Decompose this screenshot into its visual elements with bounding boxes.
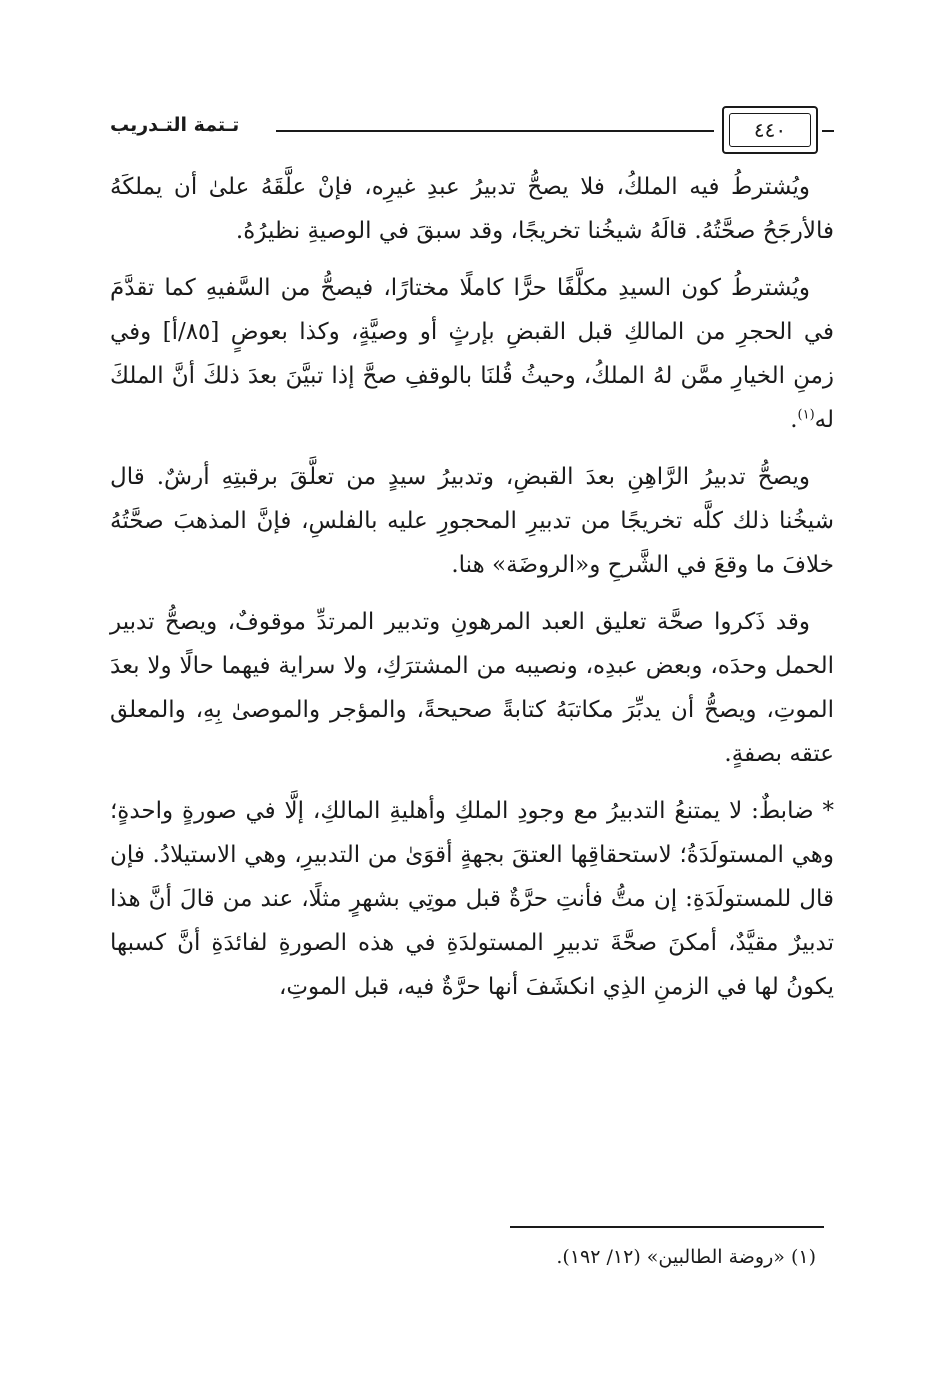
paragraph-text: ويُشترطُ كون السيدِ مكلَّفًا حرًّا كاملًا مختارًا، فيصحُّ من السَّفيهِ كما تقدَّمَ في الحجرِ من المالكِ قبل القبضِ بإرثٍ أو وصيَّةٍ، وكذا بعوضٍ [٨٥/أ] وفي زمنِ الخيارِ ممَّن لهُ الملكُ، وحيثُ قُلنَا بالوقفِ صحَّ إذا تبيَّنَ بعدَ ذلكَ أنَّ الملكَ له: [110, 275, 834, 433]
paragraph: [110, 266, 834, 442]
paragraph: وقد ذَكروا صحَّة تعليق العبد المرهونِ وتدبير المرتدِّ موقوفٌ، ويصحُّ تدبير الحمل وحدَه، وبعض عبدِه، ونصيبه من المشترَكِ، ولا سراية فيهما حالًا ولا بعدَ الموتِ، ويصحُّ أن يدبِّرَ مكاتبَهُ كتابةً صحيحةً، والمؤجر والموصىٰ بِهِ، والمعلق عتقه بصفةٍ.: [110, 609, 834, 767]
header-rule: [276, 130, 714, 132]
footnote: (١) «روضة الطالبين» (١٢/ ١٩٢).: [556, 1246, 816, 1268]
main-text: [110, 165, 834, 1022]
paragraph: ويصحُّ تدبيرُ الرَّاهِنِ بعدَ القبضِ، وتدبيرُ سيدٍ من تعلَّقَ برقبتِهِ أرشٌ. قال شيخُنا ذلك كلَّه تخريجًا من تدبيرِ المحجورِ عليه بالفلسِ، فإنَّ المذهبَ صحَّتُهُ خلافَ ما وقعَ في الشَّرحِ و«الروضَة» هنا.: [110, 464, 834, 578]
footnote-reference: (١): [797, 407, 815, 423]
page-header: [110, 104, 834, 160]
header-rule-right: [822, 130, 834, 132]
page-number-frame: [722, 106, 818, 154]
paragraph: ويُشترطُ فيه الملكُ، فلا يصحُّ تدبيرُ عبدِ غيرِه، فإنْ علَّقَهُ علىٰ أن يملكَهُ فالأرجَحُ صحَّتُهُ. قالَهُ شيخُنا تخريجًا، وقد سبقَ في الوصيةِ نظيرُهُ.: [110, 174, 834, 244]
paragraph-end: .: [790, 407, 798, 433]
paragraph: * ضابطٌ: لا يمتنعُ التدبيرُ مع وجودِ الملكِ وأهليةِ المالكِ، إلَّا في صورةٍ واحدةٍ؛ وهي المستولَدَةُ؛ لاستحقاقِها العتقَ بجهةٍ أقوَىٰ من التدبيرِ، وهي الاستيلادُ. فإن قال للمستولَدَةِ: إن متُّ فأنتِ حرَّةٌ قبل موتِي بشهرٍ مثلًا، عند من قالَ أنَّ هذا تدبيرٌ مقيَّدٌ، أمكنَ صحَّةَ تدبيرِ المستولدَةِ في هذه الصورةِ لفائدَةِ أنَّ كسبها يكونُ لها في الزمنِ الذِي انكشَفَ أنها حرَّةٌ فيه، قبل الموتِ،: [110, 798, 834, 1000]
running-title: تـتمة التـدريب: [110, 114, 240, 136]
footnote-separator: [510, 1226, 824, 1228]
page-number: ٤٤٠: [729, 113, 811, 147]
